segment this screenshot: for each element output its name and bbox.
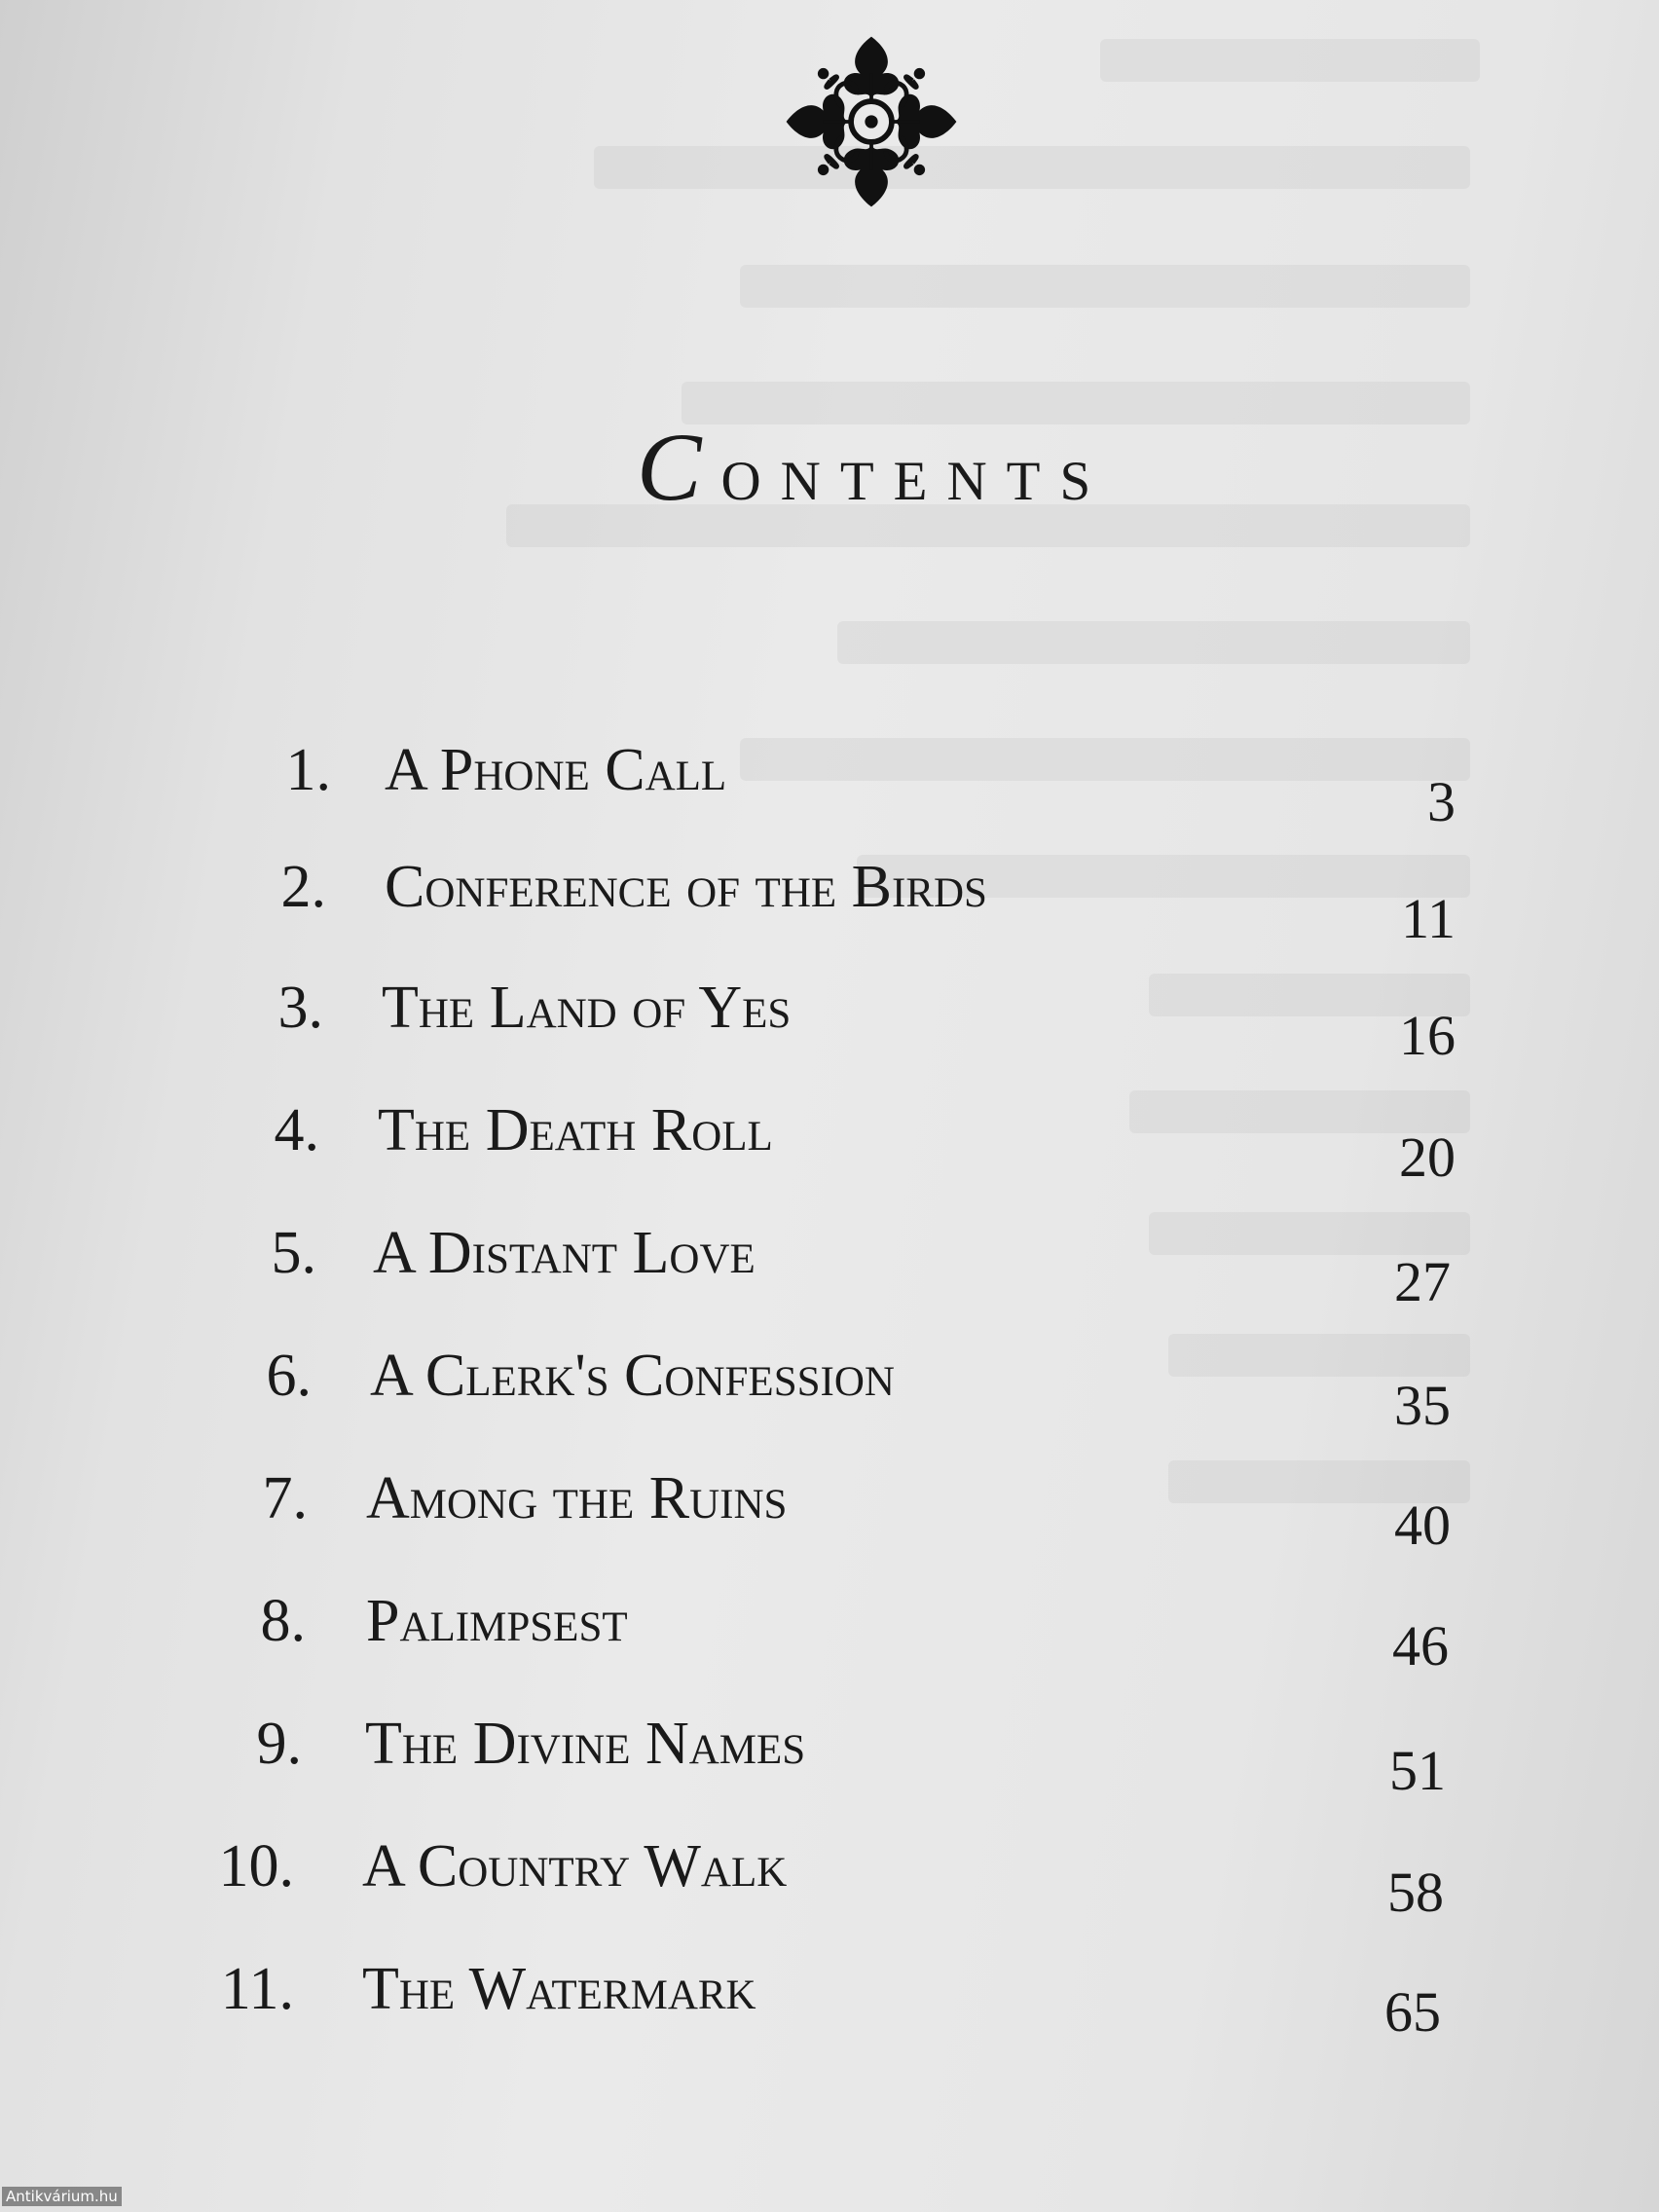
entry-title: The Death Roll [378,1097,773,1163]
toc-entry-7[interactable] [191,1465,1164,1556]
entry-number: 2. [280,854,326,920]
toc-entry-6[interactable] [195,1343,1168,1433]
entry-number: 9. [256,1711,302,1777]
toc-entry-2[interactable] [209,854,1183,944]
entry-title: The Land of Yes [382,975,792,1041]
entry-title: Palimpsest [366,1588,628,1654]
entry-title: Among the Ruins [366,1465,788,1531]
toc-entry-9[interactable] [185,1711,1159,1801]
entry-page-number: 35 [1394,1374,1451,1437]
title-initial: C [636,413,721,521]
entry-number: 3. [277,975,323,1041]
entry-number: 10. [218,1833,294,1899]
entry-title: The Divine Names [365,1711,806,1777]
entry-page-number: 58 [1387,1861,1444,1924]
page-title [0,413,1659,521]
entry-page-number: 46 [1392,1614,1449,1677]
fleuron-ornament-icon [779,29,964,214]
entry-page-number: 3 [1427,770,1456,833]
toc-entry-11[interactable] [177,1956,1151,2046]
entry-page-number: 27 [1394,1250,1451,1313]
toc-entry-10[interactable] [177,1833,1151,1924]
toc-entry-3[interactable] [206,977,1180,1065]
entry-page-number: 20 [1399,1125,1456,1189]
entry-title: Conference of the Birds [385,854,987,920]
entry-title: A Country Walk [362,1833,788,1899]
toc-entry-4[interactable] [203,1097,1176,1188]
entry-number: 8. [260,1588,306,1654]
entry-page-number: 16 [1399,1004,1456,1067]
toc-entry-1[interactable] [214,737,1188,828]
entry-page-number: 51 [1389,1739,1446,1802]
entry-page-number: 11 [1401,887,1456,950]
entry-page-number: 40 [1394,1493,1451,1557]
entry-number: 4. [274,1097,319,1163]
entry-number: 5. [271,1220,316,1286]
entry-title: The Watermark [362,1956,756,2022]
entry-number: 7. [262,1465,308,1531]
entry-page-number: 65 [1384,1980,1441,2044]
watermark-label: Antikvárium.hu [2,2187,122,2206]
entry-number: 11. [220,1956,294,2022]
entry-number: 1. [285,737,331,803]
entry-number: 6. [266,1343,312,1409]
entry-title: A Clerk's Confession [370,1343,895,1409]
toc-entry-5[interactable] [200,1220,1173,1310]
entry-title: A Phone Call [385,737,727,803]
entry-title: A Distant Love [373,1220,756,1286]
toc-entry-8[interactable] [189,1588,1162,1678]
title-rest: ontents [720,428,1111,517]
